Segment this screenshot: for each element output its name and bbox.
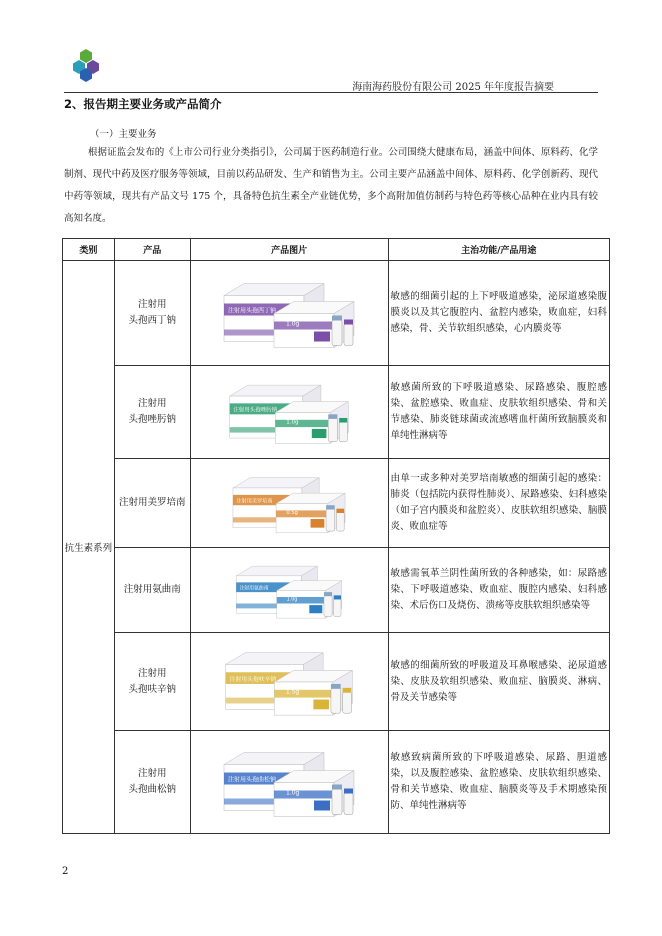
header-image: 产品图片	[190, 239, 388, 261]
product-package-image	[214, 376, 364, 449]
table-row	[63, 633, 610, 731]
product-name: 注射用氨曲南	[114, 548, 190, 633]
package-label: 注射用头孢曲松钠	[228, 776, 277, 783]
product-usage: 敏感致病菌所致的下呼吸道感染、尿路、胆道感染，以及腹腔感染、盆腔感染、皮肤软组织感染、骨和关节感染、败血症、脑膜炎等及手术期感染预防、单纯性淋病等	[388, 731, 609, 834]
product-image-cell	[190, 731, 388, 834]
product-package-image	[214, 271, 364, 356]
header-divider	[64, 92, 598, 93]
package-dose: 1.5g	[286, 689, 300, 696]
header-usage: 主治功能/产品用途	[388, 239, 609, 261]
product-package-image	[214, 469, 364, 538]
product-usage: 敏感的细菌引起的上下呼吸道感染，泌尿道感染腹膜炎以及其它腹腔内、盆腔内感染，败血症，妇科感染，骨、关节软组织感染，心内膜炎等	[388, 261, 609, 366]
section-title: 2、报告期主要业务或产品简介	[64, 97, 222, 111]
package-label: 注射用头孢唑肟钠	[233, 407, 278, 414]
header-product: 产品	[114, 239, 190, 261]
product-image-cell	[190, 261, 388, 366]
product-name: 注射用 头孢西丁钠	[114, 261, 190, 366]
product-package-image	[214, 558, 364, 623]
intro-paragraph: 根据证监会发布的《上市公司行业分类指引》，公司属于医药制造行业。公司围绕大健康布局，涵盖中间体、原料药、化学制剂、现代中药及医疗服务等领域，目前以药品研发、生产和销售为主。公司主要产品涵盖中间体、原料药、化学创新药、现代中药等领域，现共有产品文号 175 个，具备特色抗生素全产业链优势，多个高附加值仿制药与特色药等核心品种在业内具有较高知名度。	[64, 147, 598, 224]
product-table	[62, 238, 610, 834]
company-logo	[71, 48, 101, 82]
page-number: 2	[62, 866, 69, 877]
package-dose: 1.0g	[286, 595, 298, 602]
package-label: 注射用头孢西丁钠	[228, 307, 277, 314]
product-image-cell	[190, 633, 388, 731]
product-name: 注射用 头孢呋辛钠	[114, 633, 190, 731]
header-category: 类别	[63, 239, 115, 261]
product-package-image	[214, 741, 364, 824]
package-label: 注射用头孢呋辛钠	[229, 676, 277, 683]
product-name: 注射用 头孢曲松钠	[114, 731, 190, 834]
product-usage: 敏感的细菌所致的呼吸道及耳鼻喉感染、泌尿道感染、皮肤及软组织感染、败血症、脑膜炎、淋病、骨及关节感染等	[388, 633, 609, 731]
category-cell: 抗生素系列	[63, 261, 115, 834]
table-row	[63, 366, 610, 459]
product-usage: 敏感需氧革兰阴性菌所致的各种感染，如：尿路感染、下呼吸道感染、败血症、腹腔内感染、妇科感染、术后伤口及烧伤、溃疡等皮肤软组织感染等	[388, 548, 609, 633]
product-usage: 由单一或多种对美罗培南敏感的细菌引起的感染：肺炎（包括院内获得性肺炎）、尿路感染、妇科感染（如子宫内膜炎和盆腔炎）、皮肤软组织感染、脑膜炎、败血症等	[388, 459, 609, 548]
header-report-title: 海南海药股份有限公司 2025 年年度报告摘要	[352, 82, 554, 93]
package-dose: 1.0g	[286, 789, 300, 796]
product-package-image	[214, 643, 364, 721]
package-label: 注射用美罗培南	[236, 498, 273, 505]
package-dose: 0.5g	[286, 509, 298, 516]
product-name: 注射用 头孢唑肟钠	[114, 366, 190, 459]
package-dose: 1.0g	[286, 418, 299, 425]
table-row	[63, 459, 610, 548]
product-usage: 敏感菌所致的下呼吸道感染、尿路感染、腹腔感染、盆腔感染、败血症、皮肤软组织感染、骨和关节感染、肺炎链球菌或流感嗜血杆菌所致脑膜炎和单纯性淋病等	[388, 366, 609, 459]
product-name: 注射用美罗培南	[114, 459, 190, 548]
table-header-row	[63, 239, 610, 261]
table-row	[63, 548, 610, 633]
table-row	[63, 261, 610, 366]
product-image-cell	[190, 459, 388, 548]
subsection-title: （一）主要业务	[90, 129, 157, 140]
package-dose: 1.0g	[286, 320, 300, 327]
product-image-cell	[190, 548, 388, 633]
table-row	[63, 731, 610, 834]
product-image-cell	[190, 366, 388, 459]
package-label: 注射用氨曲南	[239, 585, 269, 592]
